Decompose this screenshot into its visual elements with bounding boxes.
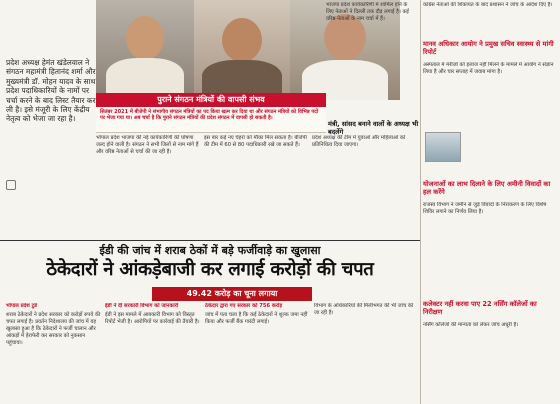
bottom-col-1-text: शराब ठेकेदारों ने प्रदेश सरकार को करोड़ों रुपये की चपत लगाई है। प्रवर्तन निदेशालय की जांच में यह खुलासा हुआ है कि ठेकेदारों ने फर्जी चालान और आंकड़ों में हेराफेरी कर सरकार को नुकसान पहुंचाया। bbox=[6, 312, 101, 346]
mega-headline: ठेकेदारों ने आंकड़ेबाजी कर लगाई करोड़ों की चपत bbox=[46, 259, 374, 280]
mega-subheadline: ईडी की जांच में शराब ठेकों में बड़े फर्जीवाड़े का खुलासा bbox=[99, 244, 321, 257]
bottom-col-2-text: ईडी ने इस मामले में आबकारी विभाग को विस्तृत रिपोर्ट भेजी है। आरोपियों पर कार्रवाई की तैयारी है। bbox=[105, 312, 200, 325]
bottom-col-3 bbox=[205, 303, 310, 404]
face-shape bbox=[126, 16, 164, 60]
right-story-3 bbox=[423, 300, 557, 316]
section-rule bbox=[0, 240, 420, 241]
lower-col-1: भोपाल प्रदेश भाजपा की नई कार्यकारिणी की घोषणा जल्द होने वाली है। संगठन ने सभी जिलों से नाम मांगे हैं और वरिष्ठ नेताओं से चर्चा की जा रही है। bbox=[96, 135, 199, 155]
bottom-col-2-head: ईडी ने दी सरकारी विभाग को जानकारी bbox=[105, 303, 179, 309]
bottom-col-1 bbox=[6, 303, 101, 404]
right-story-3-headline: कलेक्टर नहीं करवा पाए 22 नर्सिंग कॉलेजों का निरीक्षण bbox=[423, 300, 537, 316]
right-story-3-text: नर्सिंग कॉलेजों की मान्यता को लेकर जांच अधूरी है। bbox=[423, 322, 519, 328]
bottom-col-4: विभाग के अधिकारियों की मिलीभगत की भी जांच की जा रही है। bbox=[314, 303, 414, 316]
edition-icon bbox=[6, 180, 16, 190]
right-story-1-headline: मानव अधिकार आयोग ने प्रमुख सचिव स्वास्थ्य से मांगी रिपोर्ट bbox=[423, 40, 554, 56]
bottom-col-3-head: ठेकेदार द्वारा गए सरकार को 756 करोड़ bbox=[205, 303, 283, 309]
left-top-text bbox=[6, 0, 96, 56]
bottom-col-3-text: जांच में पता चला है कि कई ठेकेदारों ने शुल्क जमा नहीं किया और फर्जी बैंक गारंटी लगाई। bbox=[205, 312, 308, 325]
photo-leader-2 bbox=[194, 0, 290, 100]
right-top-text: कांग्रेस नेताओं की शिकायत के बाद प्रशासन ने जांच के आदेश दिए हैं। bbox=[423, 2, 553, 8]
mid-right-text: भाजपा प्रदेश कार्यकारिणी में शामिल होने के लिए नेताओं ने दिल्ली तक दौड़ लगाई है। कई वरिष्ठ नेताओं के नाम चर्चा में हैं। bbox=[326, 2, 409, 22]
quote-box bbox=[96, 107, 326, 133]
lower-columns bbox=[96, 135, 418, 230]
mid-right-headline: मंत्री, सांसद बनाने वालों के अध्यक्ष भी बदलेंगे bbox=[328, 120, 419, 136]
right-story-2 bbox=[423, 180, 557, 196]
lower-col-3: प्रदेश अध्यक्ष की टीम में युवाओं और महिलाओं को प्रतिनिधित्व दिया जाएगा। bbox=[312, 135, 406, 148]
right-column bbox=[420, 0, 560, 404]
right-story-2-headline: योजनाओं का लाभ दिलाने के लिए अमीनी विवादों का हल करेंगे bbox=[423, 180, 551, 196]
face-shape bbox=[222, 18, 262, 62]
left-column-paragraph: प्रदेश अध्यक्ष हेमंत खंडेलवाल ने संगठन महामंत्री हितानंद शर्मा और मुख्यमंत्री डॉ. मोहन यादव के साथ प्रदेश पदाधिकारियों के नामों पर चर्चा करने के बाद लिस्ट तैयार कर ली है। इसे मंजूरी के लिए केंद्रीय नेतृत्व को भेजा जा रहा है। bbox=[6, 58, 96, 124]
left-column-text bbox=[6, 58, 96, 178]
bottom-col-2 bbox=[105, 303, 200, 404]
photo-leader-1 bbox=[96, 0, 194, 100]
byline: भोपाल प्रदेश टुडे bbox=[6, 303, 38, 309]
right-story-1-text: अस्पताल में मरीजों को इलाज नहीं मिलने के मामले में आयोग ने संज्ञान लिया है और चार सप्ताह में जवाब मांगा है। bbox=[423, 62, 554, 75]
thumbnail-image bbox=[425, 132, 461, 162]
quote-text: सितंबर 2021 में बीजेपी ने संभागीय संगठन मंत्रियों का पद किया खत्म कर दिया था और संगठन मंत्रियों को विभिन्न पदों पर भेजा गया था। अब चर्चा है कि पुराने संगठन मंत्रियों की प्रदेश संगठन में वापसी हो सकती है। bbox=[100, 109, 319, 122]
banner-red: पुराने संगठन मंत्रियों की वापसी संभव bbox=[96, 93, 326, 107]
right-story-2-text: राजस्व विभाग ने जमीन से जुड़े विवादों के निराकरण के लिए विशेष शिविर लगाने का निर्णय लिया है। bbox=[423, 202, 547, 215]
lower-col-2: इस बार कई नए चेहरों को मौका मिल सकता है। बीजेपी की टीम में 60 से 80 पदाधिकारी रखे जा सकते हैं। bbox=[204, 135, 307, 148]
right-story-1 bbox=[423, 40, 557, 56]
bottom-banner: 49.42 करोड़ का चूना लगाया bbox=[152, 287, 312, 301]
